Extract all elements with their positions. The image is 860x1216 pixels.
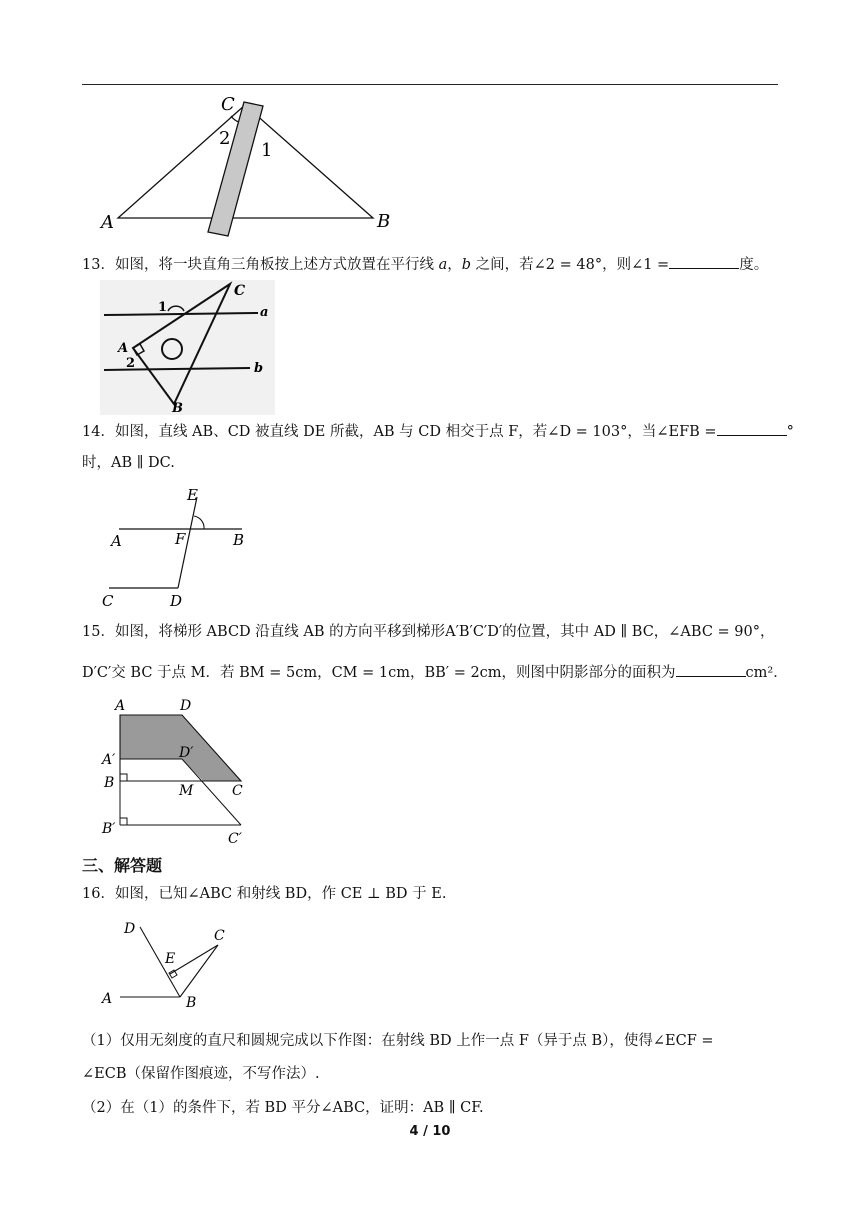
question-number: 14．	[82, 424, 115, 440]
question-15-line2	[82, 662, 788, 683]
question-number: 16．	[82, 886, 115, 902]
figure-q12	[95, 92, 405, 237]
label-B: B	[377, 211, 391, 232]
label-B-prime: B′	[102, 821, 116, 837]
answer-blank[interactable]	[669, 254, 739, 269]
label-F: F	[175, 530, 186, 548]
label-E: E	[187, 488, 198, 504]
label-1: 1	[158, 300, 168, 315]
question-16	[82, 884, 446, 904]
header-rule	[82, 84, 778, 85]
question-text: D′C′交 BC 于点 M．若 BM = 5cm，CM = 1cm，BB′ = 2cm，则图中阴影部分的面积为	[82, 665, 676, 681]
question-14-line2: 时，AB ∥ DC.	[82, 455, 175, 471]
label-A: A	[111, 532, 122, 550]
label-D-prime: D′	[179, 745, 194, 761]
label-C: C	[232, 783, 243, 799]
question-text: °	[786, 424, 794, 440]
label-D: D	[170, 592, 183, 610]
label-M: M	[179, 783, 194, 799]
figure-q15	[100, 695, 260, 850]
question-text: 如图，将梯形 ABCD 沿直线 AB 的方向平移到梯形A′B′C′D′的位置，其中 AD ∥ BC，∠ABC = 90°，	[114, 624, 775, 640]
label-D: D	[124, 921, 136, 937]
figure-q14	[100, 488, 260, 613]
question-13	[82, 254, 768, 275]
question-number: 15．	[82, 624, 115, 640]
label-A: A	[102, 991, 113, 1007]
page-number: 4 / 10	[409, 1124, 451, 1139]
question-16-part2: （2）在（1）的条件下，若 BD 平分∠ABC，证明：AB ∥ CF.	[82, 1100, 484, 1116]
label-B: B	[233, 531, 245, 549]
question-text: 如图，已知∠ABC 和射线 BD，作 CE ⊥ BD 于 E.	[114, 886, 447, 902]
figure-q16	[98, 915, 238, 1010]
question-16-part1-line2: ∠ECB（保留作图痕迹，不写作法）.	[82, 1066, 320, 1082]
question-16-part1: （1）仅用无刻度的直尺和圆规完成以下作图：在射线 BD 上作一点 F（异于点 B），使得∠ECF =	[82, 1033, 714, 1049]
label-E: E	[165, 951, 176, 967]
question-number: 13．	[82, 257, 115, 273]
answer-blank[interactable]	[676, 662, 746, 677]
answer-blank[interactable]	[717, 421, 787, 436]
label-C-prime: C′	[228, 831, 242, 847]
label-D: D	[180, 698, 192, 714]
section-title: 三、解答题	[82, 856, 163, 875]
question-text: 如图，直线 AB、CD 被直线 DE 所截，AB 与 CD 相交于点 F，若∠D = 103°，当∠EFB =	[114, 424, 717, 440]
label-a: a	[260, 305, 269, 320]
label-A: A	[118, 341, 129, 356]
question-text: cm²．	[745, 665, 788, 681]
question-text: 如图，将一块直角三角板按上述方式放置在平行线	[114, 257, 434, 273]
figure-q13	[100, 280, 275, 415]
var-b: b	[461, 257, 472, 273]
separator: ，	[447, 257, 462, 273]
label-C: C	[214, 928, 225, 944]
label-A-prime: A′	[102, 752, 116, 768]
label-angle-1: 1	[261, 140, 273, 161]
var-a: a	[438, 257, 448, 273]
label-A: A	[115, 698, 126, 714]
label-angle-2: 2	[219, 128, 231, 149]
label-C: C	[102, 592, 114, 610]
label-C: C	[234, 283, 246, 299]
label-b: b	[254, 361, 264, 376]
question-15	[82, 622, 775, 642]
label-B: B	[104, 775, 115, 791]
label-B: B	[172, 401, 183, 415]
label-B: B	[186, 995, 197, 1010]
label-C: C	[221, 94, 235, 115]
label-2: 2	[126, 356, 136, 371]
question-text: 之间，若∠2 = 48°，则∠1 =	[475, 257, 670, 273]
label-A: A	[101, 212, 114, 233]
question-text: 度。	[739, 257, 769, 273]
question-14	[82, 421, 794, 442]
